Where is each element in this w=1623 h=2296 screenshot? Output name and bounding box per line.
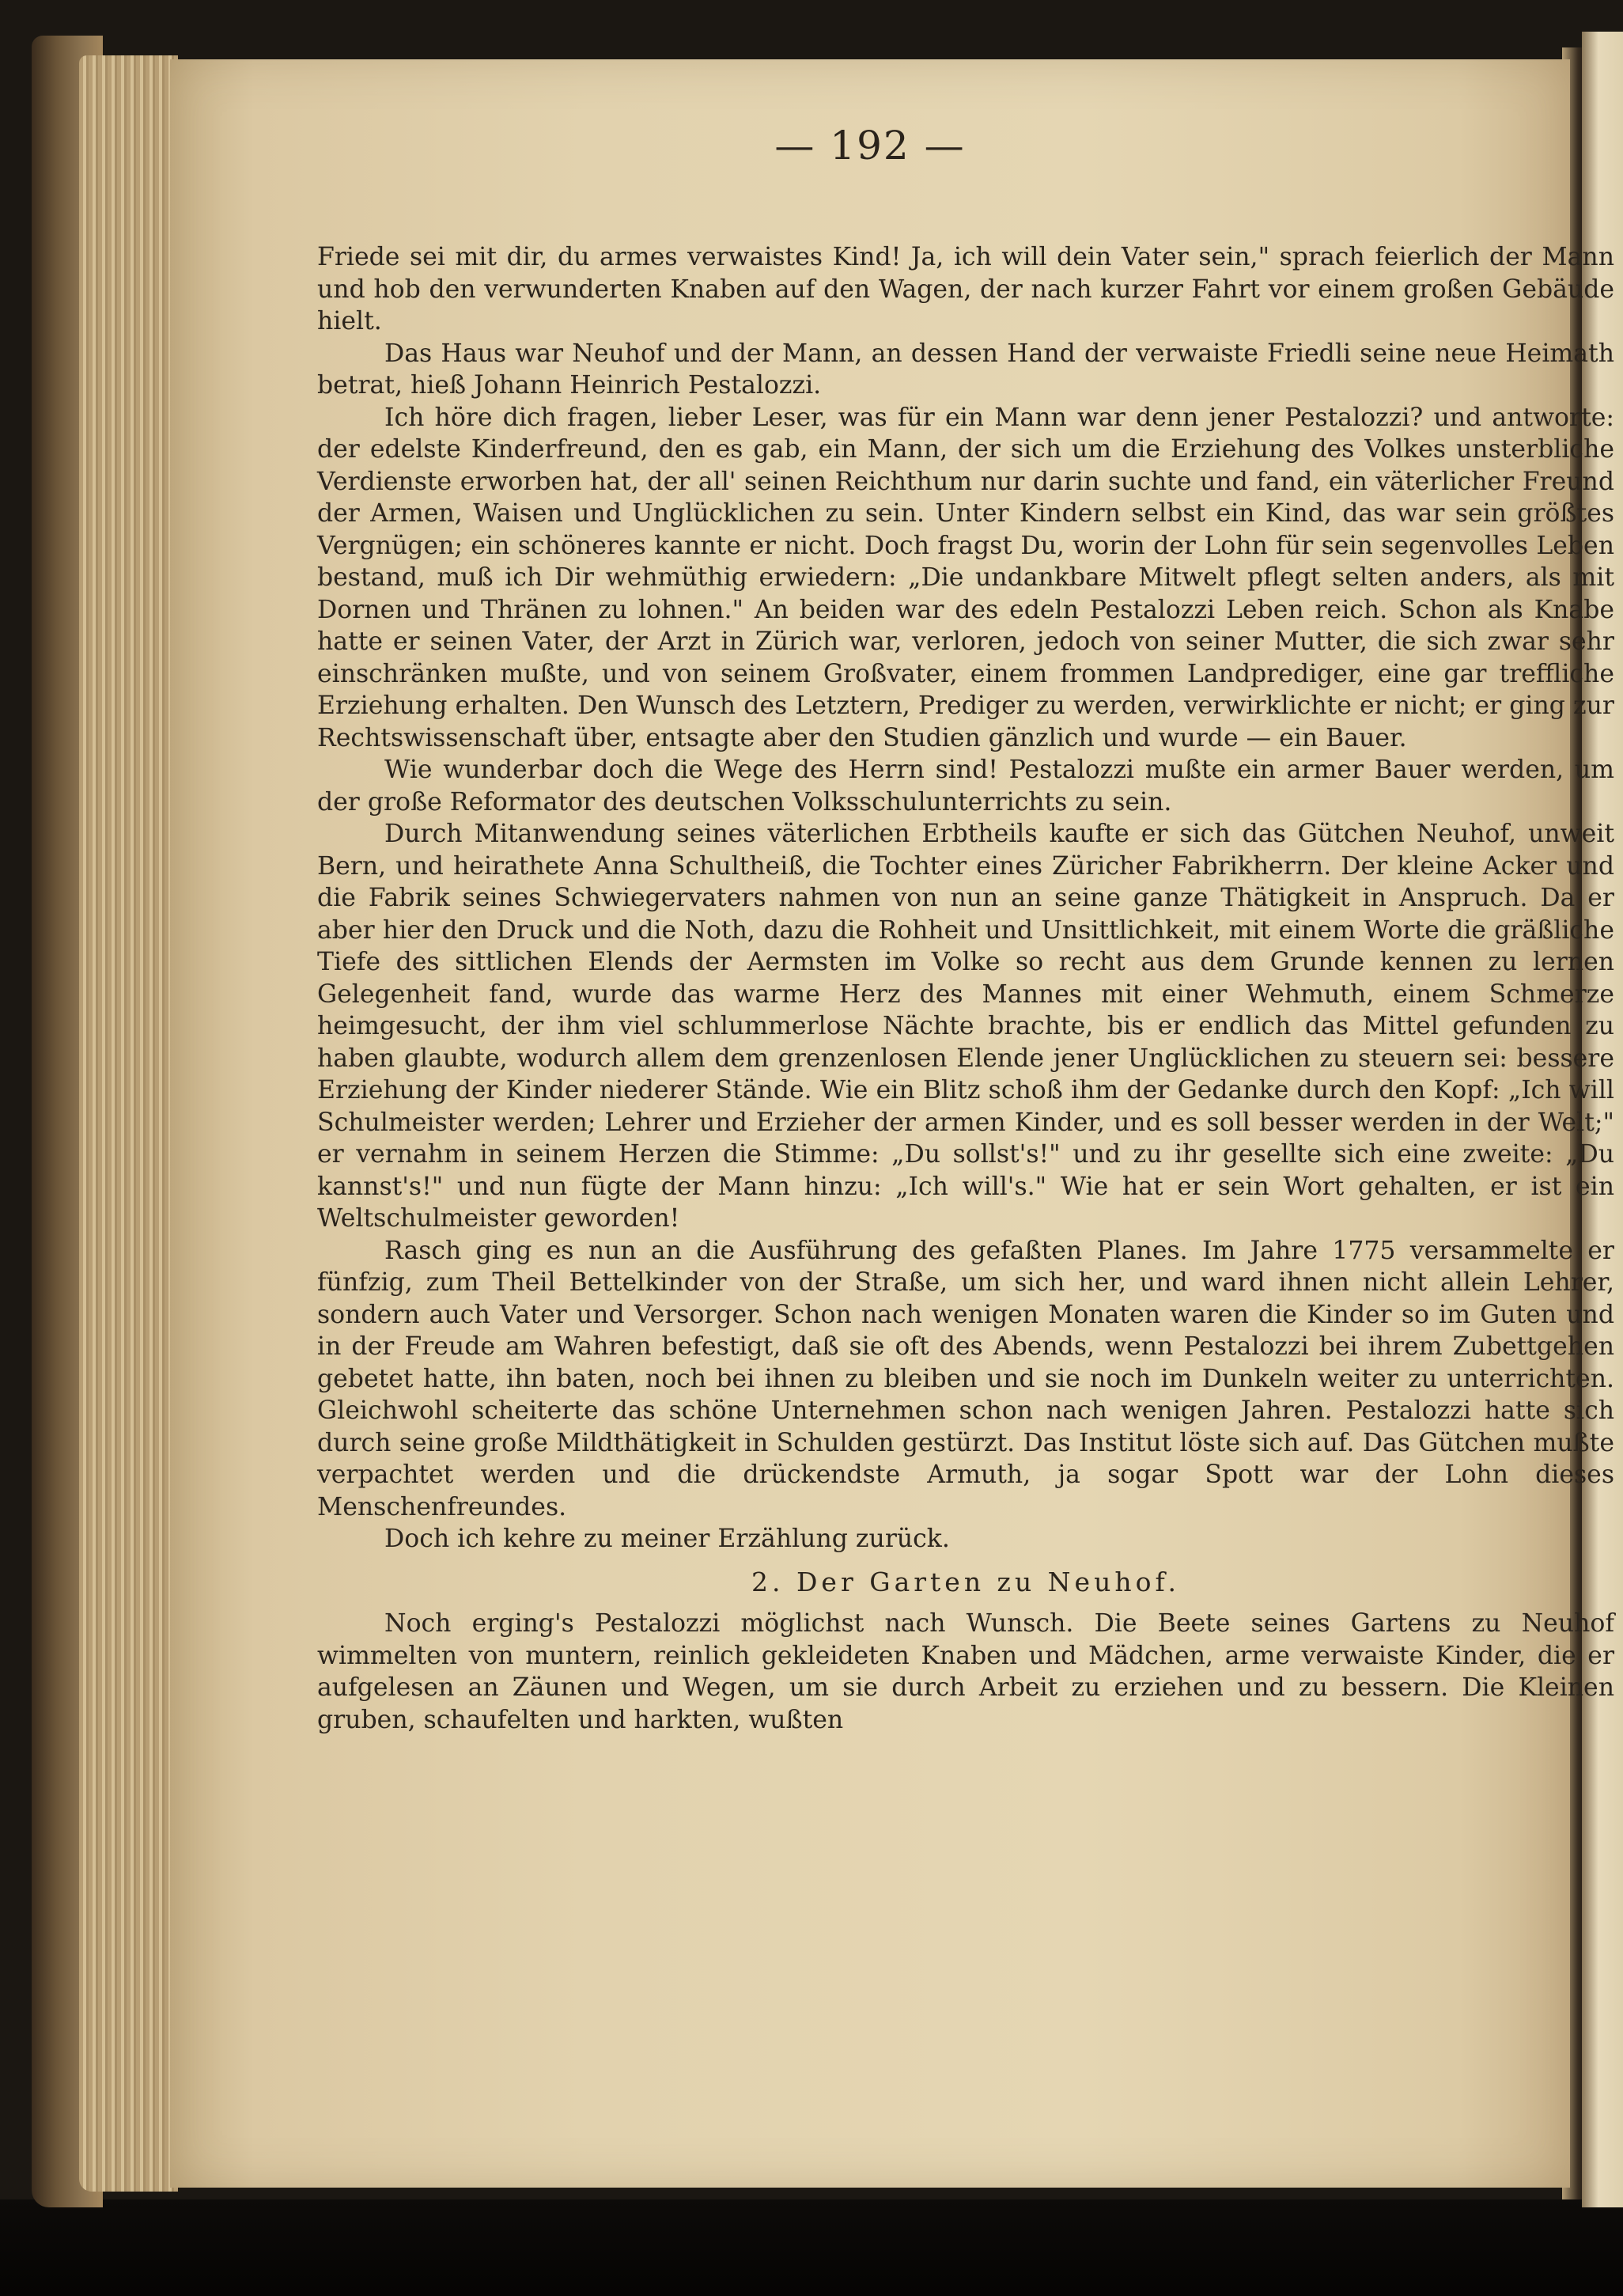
paragraph: Rasch ging es nun an die Ausführung des gefaßten Planes. Im Jahre 1775 versammelte er fünfzig, zum Theil Bettelkinder von der Straße, um sich her, und ward ihnen nicht allein Lehrer, sondern auch Vater und Versorger. Schon nach wenigen Monaten waren die Kinder so im Guten und in der Freude am Wahren befestigt, daß sie oft des Abends, wenn Pestalozzi bei ihrem Zubettgehen gebetet hatte, ihn baten, noch bei ihnen zu bleiben und sie noch im Dunkeln weiter zu unterrichten. Gleichwohl scheiterte das schöne Unternehmen schon nach wenigen Jahren. Pestalozzi hatte sich durch seine große Mildthätigkeit in Schulden gestürzt. Das Institut löste sich auf. Das Gütchen mußte verpachtet werden und die drückendste Armuth, ja sogar Spott war der Lohn dieses Menschenfreundes. xyxy=(317,1236,1614,1521)
paragraph: Ich höre dich fragen, lieber Leser, was für ein Mann war denn jener Pestalozzi? und antworte: der edelste Kinderfreund, den es gab, ein Mann, der sich um die Erziehung des Volkes unsterbliche Verdienste erworben hat, der all' seinen Reichthum nur darin suchte und fand, ein väterlicher Freund der Armen, Waisen und Unglücklichen zu sein. Unter Kindern selbst ein Kind, das war sein größtes Vergnügen; ein schöneres kannte er nicht. Doch fragst Du, worin der Lohn für sein segenvolles Leben bestand, muß ich Dir wehmüthig erwiedern: „Die undankbare Mitwelt pflegt selten anders, als mit Dornen und Thränen zu lohnen." An beiden war des edeln Pestalozzi Leben reich. Schon als Knabe hatte er seinen Vater, der Arzt in Zürich war, verloren, jedoch von seiner Mutter, die sich zwar sehr einschränken mußte, und von seinem Großvater, einem frommen Landprediger, eine gar treffliche Erziehung erhalten. Den Wunsch des Letztern, Prediger zu werden, verwirklichte er nicht; er ging zur Rechtswissenschaft über, entsagte aber den Studien gänzlich und wurde — ein Bauer. xyxy=(317,403,1614,752)
book-page xyxy=(170,59,1614,2188)
paragraph: Noch erging's Pestalozzi möglichst nach Wunsch. Die Beete seines Gartens zu Neuhof wimmelten von muntern, reinlich gekleideten Knaben und Mädchen, arme verwaiste Kinder, die er aufgelesen an Zäunen und Wegen, um sie durch Arbeit zu erziehen und zu bessern. Die Kleinen gruben, schaufelten und harkten, wußten xyxy=(317,1609,1614,1734)
dark-background xyxy=(0,2199,1623,2296)
page-number: — 192 — xyxy=(774,123,966,169)
paragraph: Wie wunderbar doch die Wege des Herrn sind! Pestalozzi mußte ein armer Bauer werden, um der große Reformator des deutschen Volksschulunterrichts zu sein. xyxy=(317,756,1614,816)
paragraph: Durch Mitanwendung seines väterlichen Erbtheils kaufte er sich das Gütchen Neuhof, unweit Bern, und heirathete Anna Schultheiß, die Tochter eines Züricher Fabrikherrn. Der kleine Acker und die Fabrik seines Schwiegervaters nahmen von nun an seine ganze Thätigkeit in Anspruch. Da er aber hier den Druck und die Noth, dazu die Rohheit und Unsittlichkeit, mit einem Worte die gräßliche Tiefe des sittlichen Elends der Aermsten im Volke so recht aus dem Grunde kennen zu lernen Gelegenheit fand, wurde das warme Herz des Mannes mit einer Wehmuth, einem Schmerze heimgesucht, der ihm viel schlummerlose Nächte brachte, bis er endlich das Mittel gefunden zu haben glaubte, wodurch allem dem grenzenlosen Elende jener Unglücklichen zu steuern sei: bessere Erziehung der Kinder niederer Stände. Wie ein Blitz schoß ihm der Gedanke durch den Kopf: „Ich will Schulmeister werden; Lehrer und Erzieher der armen Kinder, und es soll besser werden in der Welt;" er vernahm in seinem Herzen die Stimme: „Du sollst's!" und zu ihr gesellte sich eine zweite: „Du kannst's!" und nun fügte der Mann hinzu: „Ich will's." Wie hat er sein Wort gehalten, er ist ein Weltschulmeister geworden! xyxy=(317,820,1614,1233)
paragraph: Doch ich kehre zu meiner Erzählung zurück. xyxy=(384,1525,950,1553)
page-edges xyxy=(79,55,178,2192)
section-heading: 2. Der Garten zu Neuhof. xyxy=(751,1566,1180,1597)
paragraph: Das Haus war Neuhof und der Mann, an dessen Hand der verwaiste Friedli seine neue Heimath betrat, hieß Johann Heinrich Pestalozzi. xyxy=(317,339,1614,400)
page-text xyxy=(317,241,1614,1736)
paragraph: Friede sei mit dir, du armes verwaistes Kind! Ja, ich will dein Vater sein," sprach feierlich der Mann und hob den verwunderten Knaben auf den Wagen, der nach kurzer Fahrt vor einem großen Gebäude hielt. xyxy=(317,243,1614,335)
